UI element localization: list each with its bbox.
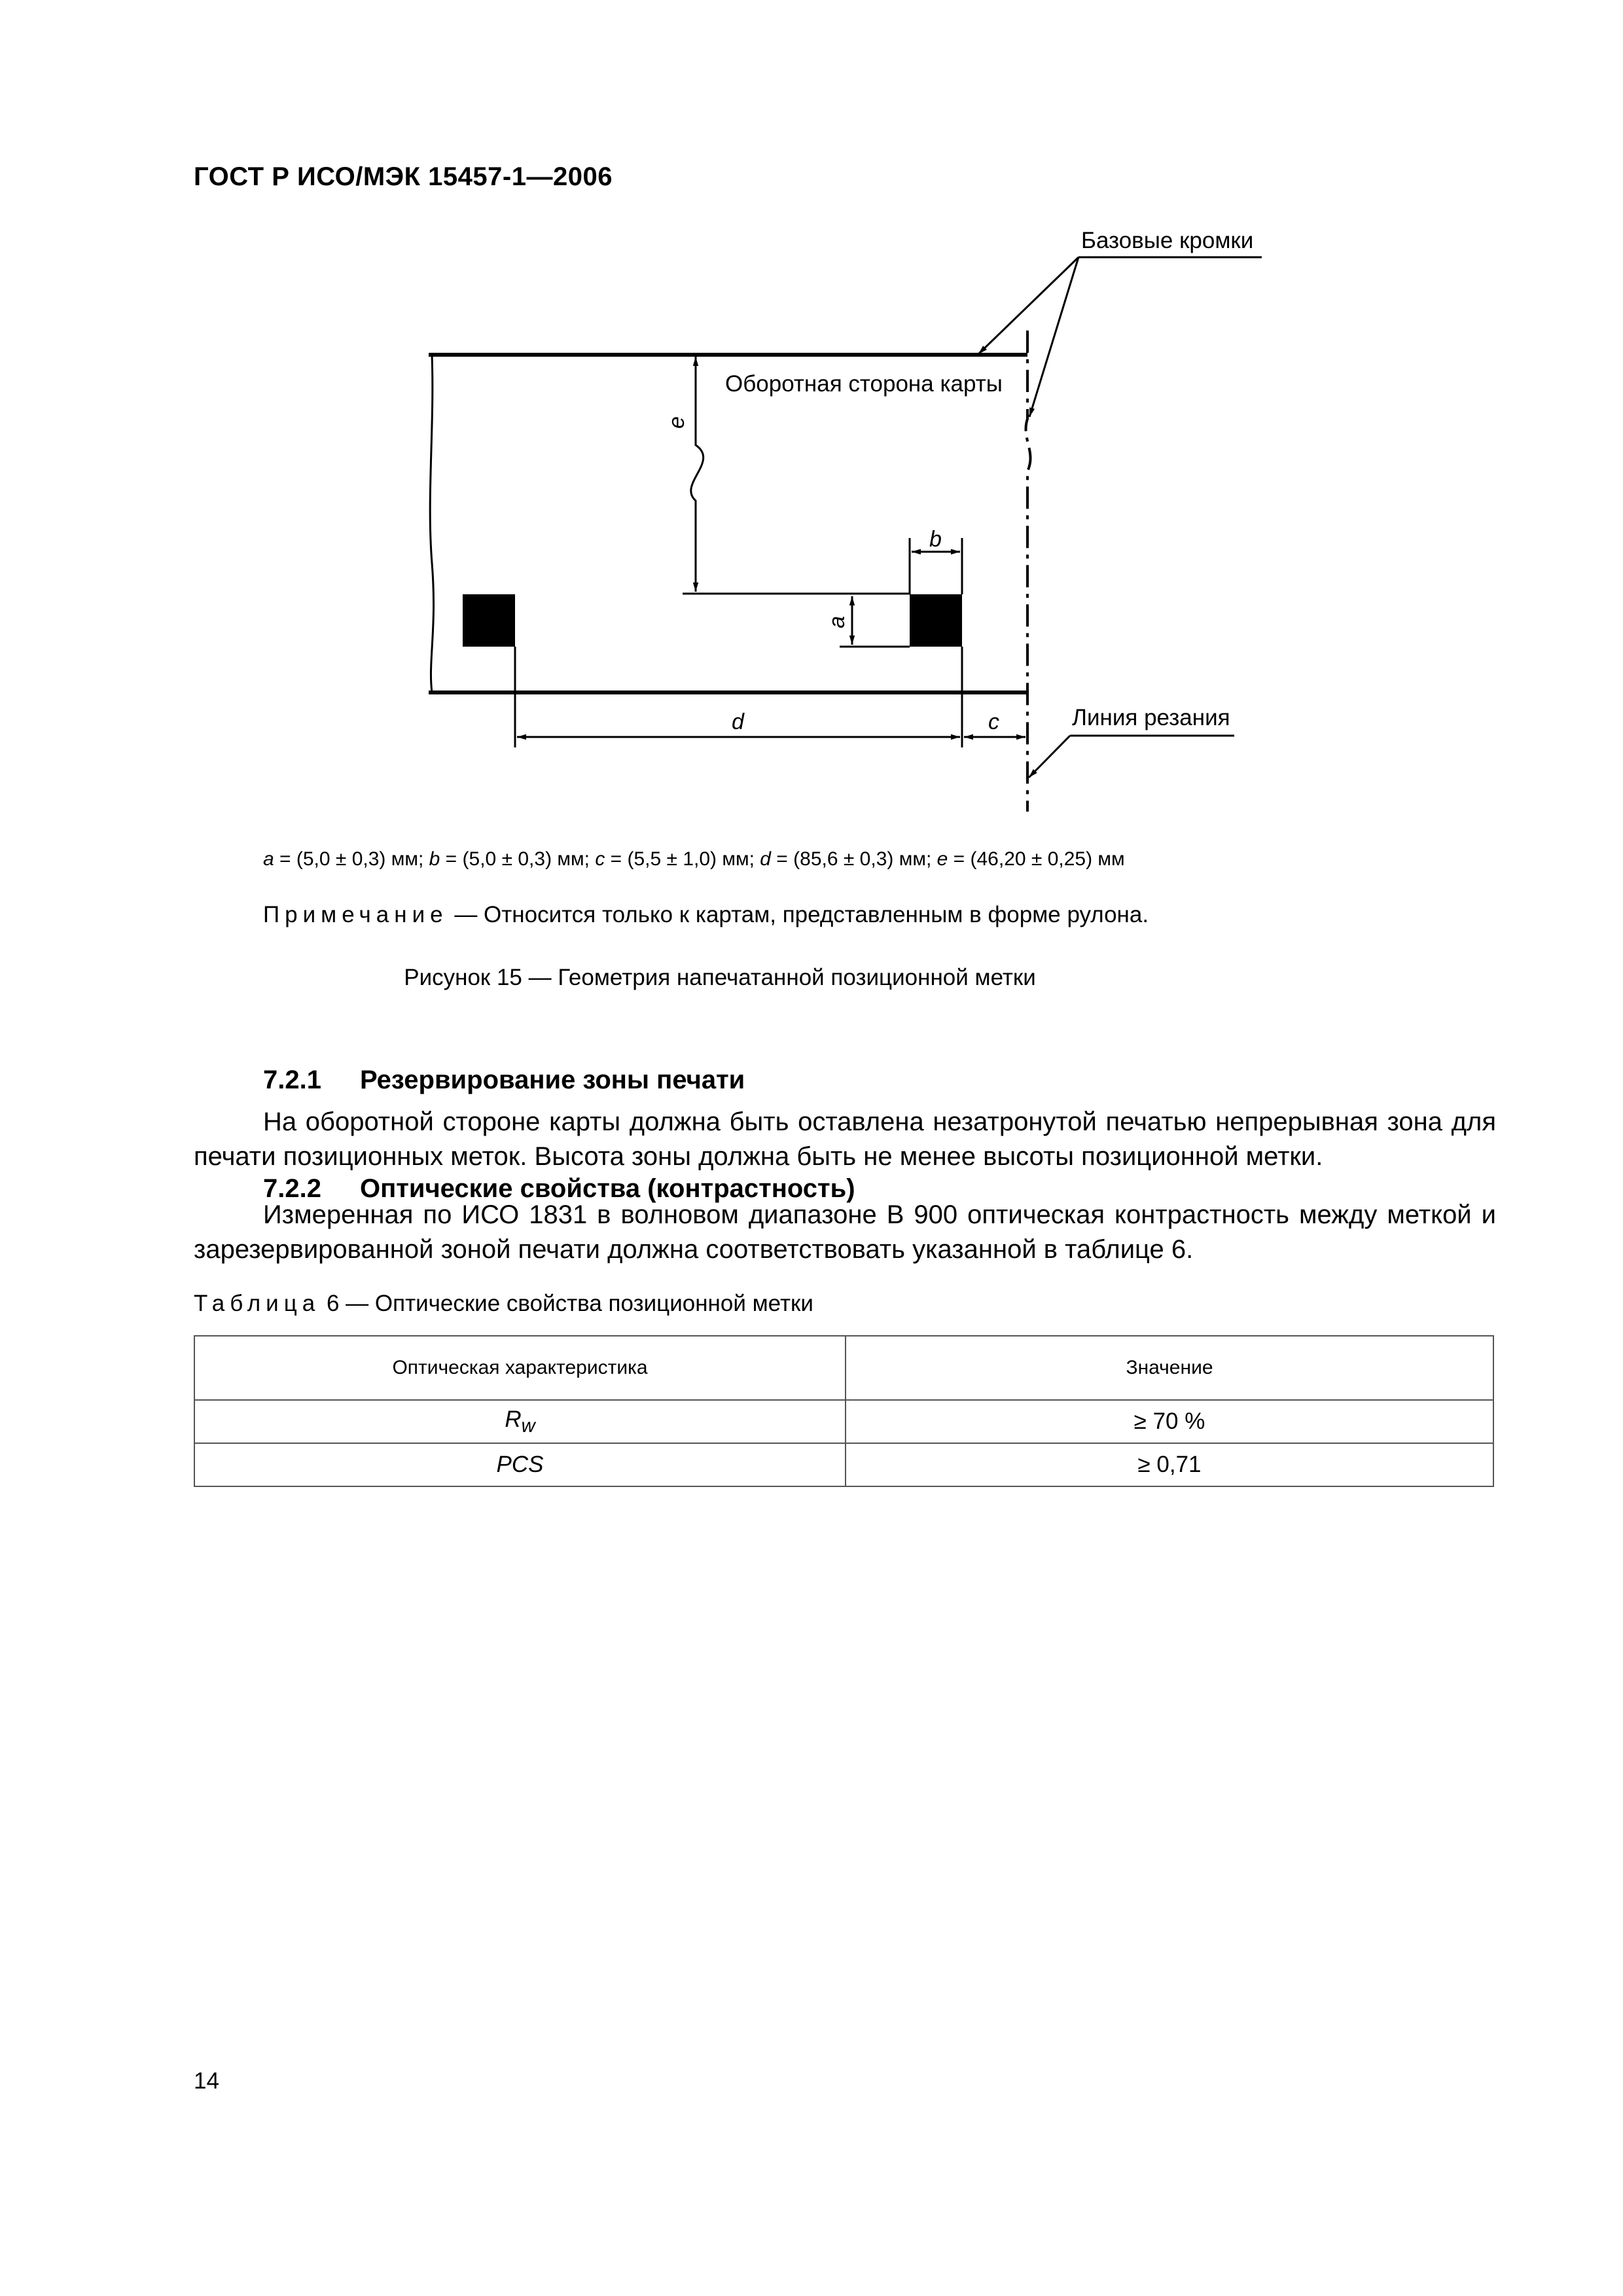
legend-a-value: = (5,0 ± 0,3) мм; <box>274 848 429 870</box>
page-number: 14 <box>194 2068 219 2094</box>
legend-d-value: = (85,6 ± 0,3) мм; <box>770 848 937 870</box>
dim-a-label: a <box>825 616 849 628</box>
section-title: Оптические свойства (контрастность) <box>360 1174 855 1203</box>
reference-edges-label: Базовые кромки <box>1081 228 1254 253</box>
table-title <box>194 1291 813 1317</box>
param-subscript: w <box>521 1415 535 1437</box>
param-main: PCS <box>496 1452 544 1477</box>
cell-value: ≥ 70 % <box>846 1400 1493 1443</box>
note-text: — Относится только к картам, представленным в форме рулона. <box>448 902 1149 927</box>
dim-b-label: b <box>929 527 942 552</box>
section-text-7-2-1: На оборотной стороне карты должна быть оставлена незатронутой печатью непрерывная зона для печати позиционных меток. Высота зоны должна быть не менее высоты позиционной метки. <box>194 1107 1496 1171</box>
legend-a-symbol: a <box>263 848 274 870</box>
figure-legend <box>263 848 1125 870</box>
figure-15-diagram <box>0 0 1623 851</box>
legend-c-value: = (5,5 ± 1,0) мм; <box>605 848 760 870</box>
position-mark-right <box>910 594 962 647</box>
table-header-row <box>194 1336 1493 1400</box>
section-number: 7.2.1 <box>263 1066 321 1094</box>
table-label: Таблица <box>194 1291 321 1316</box>
cell-characteristic <box>194 1400 846 1443</box>
legend-e-symbol: e <box>936 848 948 870</box>
dim-c-label: c <box>988 709 999 734</box>
legend-e-value: = (46,20 ± 0,25) мм <box>948 848 1125 870</box>
table-row <box>194 1443 1493 1486</box>
note-label: Примечание <box>263 902 448 927</box>
cut-line-leader <box>1029 736 1070 778</box>
legend-c-symbol: c <box>595 848 605 870</box>
cut-line <box>1026 331 1030 812</box>
card-back-label: Оборотная сторона карты <box>725 371 1003 397</box>
section-heading-7-2-1 <box>263 1066 745 1095</box>
dim-e-label: e <box>664 416 689 429</box>
cut-line-label: Линия резания <box>1072 705 1230 730</box>
section-title: Резервирование зоны печати <box>360 1066 745 1094</box>
param-main: R <box>505 1406 522 1432</box>
section-text-7-2-2: Измеренная по ИСО 1831 в волновом диапазоне B 900 оптическая контрастность между меткой и зарезервированной зоной печати должна соответствовать указанной в таблице 6. <box>194 1200 1496 1264</box>
e-dimension-line <box>691 357 704 592</box>
dim-d-label: d <box>732 709 744 734</box>
section-number: 7.2.2 <box>263 1174 321 1203</box>
optical-properties-table <box>194 1335 1494 1487</box>
header-value: Значение <box>846 1336 1493 1400</box>
table-number: 6 <box>326 1291 340 1316</box>
cell-value: ≥ 0,71 <box>846 1443 1493 1486</box>
table-row <box>194 1400 1493 1443</box>
legend-b-symbol: b <box>429 848 440 870</box>
table-title-text: — Оптические свойства позиционной метки <box>339 1291 813 1316</box>
position-mark-left <box>463 594 515 647</box>
legend-d-symbol: d <box>760 848 771 870</box>
legend-b-value: = (5,0 ± 0,3) мм; <box>440 848 596 870</box>
figure-note <box>263 902 1149 928</box>
document-header: ГОСТ Р ИСО/МЭК 15457-1—2006 <box>194 162 613 191</box>
cell-characteristic <box>194 1443 846 1486</box>
header-characteristic: Оптическая характеристика <box>194 1336 846 1400</box>
figure-caption: Рисунок 15 — Геометрия напечатанной позиционной метки <box>404 965 1036 990</box>
card-break-line <box>430 355 433 692</box>
